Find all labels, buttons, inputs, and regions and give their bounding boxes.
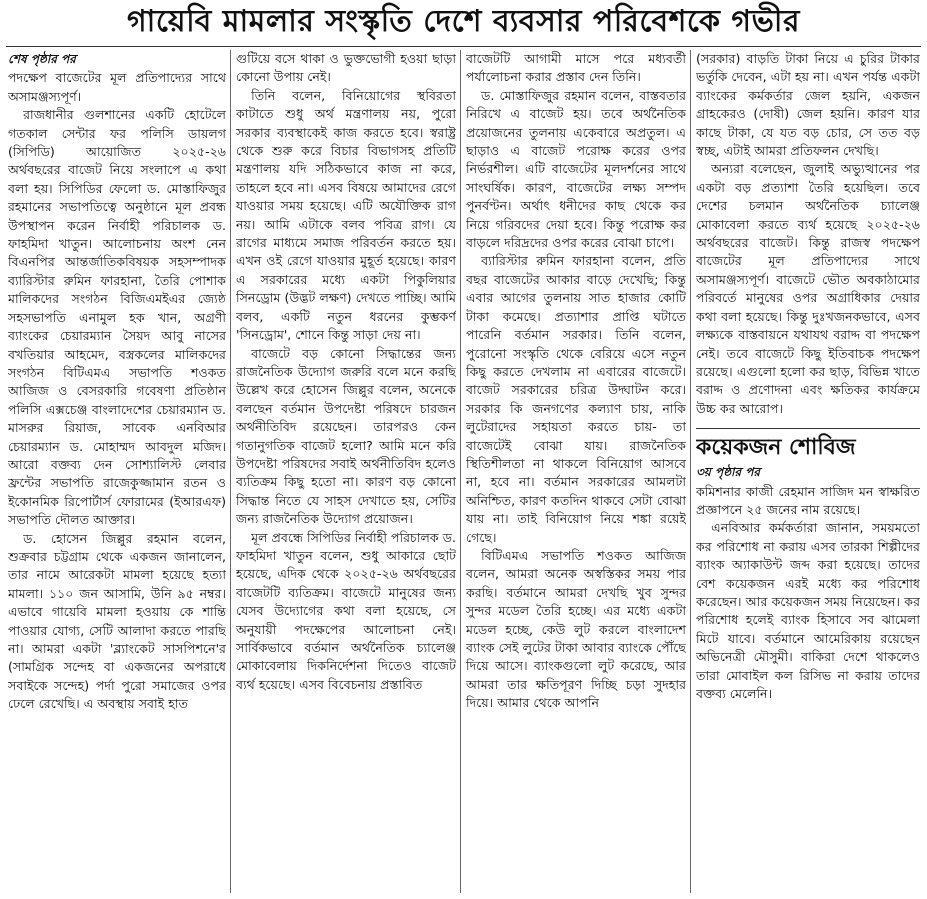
- column-4: [696, 50, 920, 893]
- paragraph: ড. হোসেন জিল্লুর রহমান বলেন, শুক্রবার চট্টগ্রাম থেকে একজন জানালেন, তার নামে আরেকটা মামলা হয়েছে হত্যা মামলা। ১১০ জন আসামি, উনি ৯৫ নম্বর। এভাবে গায়েবি মামলা হওয়ায় কে শান্তি পাওয়ার যোগ্য, সেটি আলাদা করতে পারছি না। আমরা একটা 'ব্ল্যাংকেট সাসপিশনে'র (সামগ্রিক সন্দেহ বা একজনের অপরাধে সবাইকে সন্দেহ) পর্দা পুরো সমাজের ওপর ঢেলে রেখেছি। এ অবস্থায় সবাই হাত: [8, 530, 226, 712]
- column-2: [236, 50, 456, 893]
- column-divider: [230, 50, 231, 893]
- paragraph: (সরকার) বাড়তি টাকা নিয়ে এ চুরির টাকার ভর্তুকি দেবেন, এটা হয় না। এখন পর্যন্ত একটা ব্যাংকের কর্মকর্তার জেল হয়নি, একজন গ্রাহকেরও (দোষী) জেল হয়নি। কারণ যার কাছে টাকা, যে যত বড় চোর, সে তত বড় স্বচ্ছ, এটাই আমরা প্রতিফলন দেখছি।: [696, 51, 920, 159]
- column-divider: [690, 50, 691, 893]
- paragraph: মূল প্রবন্ধে সিপিডির নির্বাহী পরিচালক ড. ফাহমিদা খাতুন বলেন, শুধু আকারে ছোট হয়েছে, এদিক থেকে ২০২৫-২৬ অর্থবছরের বাজেটটি ব্যতিক্রম। বাজেটে মানুষের জন্য যেসব উদ্যোগের কথা বলা হয়েছে, সে অনুযায়ী পদক্ষেপের আলোচনা নেই। সার্বিকভাবে বর্তমান অর্থনৈতিক চ্যালেঞ্জ মোকাবেলায় দিকনির্দেশনা দিতেও বাজেট ব্যর্থ হয়েছে। এসব বিবেচনায় প্রস্তাবিত: [236, 529, 456, 692]
- side-headline: কয়েকজন শোবিজ: [696, 428, 920, 463]
- paragraph: গুটিয়ে বসে থাকা ও ভুক্তভোগী হওয়া ছাড়া কোনো উপায় নেই।: [236, 51, 456, 85]
- paragraph: বাজেটে বড় কোনো সিদ্ধান্তের জন্য রাজনৈতিক উদ্যোগ জরুরি বলে মনে করছি উল্লেখ করে হোসেন জিল্লুর বলেন, অনেকে বলছেন বর্তমান উপদেষ্টা পরিষদে চারজন অর্থনীতিবিদ রয়েছেন। তারপরও কেন গতানুগতিক বাজেট হলো? আমি মনে করি উপদেষ্টা পরিষদের সবাই অর্থনীতিবিদ হলেও ব্যতিক্রম কিছু হতো না। কারণ বড় কোনো সিদ্ধান্ত নিতে যে সাহস দেখাতে হয়, সেটির জন্য রাজনৈতিক উদ্যোগ প্রয়োজন।: [236, 345, 456, 527]
- paragraph: ড. মোস্তাফিজুর রহমান বলেন, বাস্তবতার নিরিখে এ বাজেট হয়। তবে অর্থনৈতিক প্রয়োজনের তুলনায় একেবারে অপ্রতুল। এ ছাড়াও এ বাজেট পরোক্ষ করের ওপর নির্ভরশীল। এটি বাজেটের মূলদর্শনের সাথে সাংঘর্ষিক। কারণ, বাজেটের লক্ষ্য সম্পদ পুনর্বণ্টন। অর্থাৎ ধনীদের কাছ থেকে কর নিয়ে গরিবদের দেয়া হবে। কিন্তু পরোক্ষ কর বাড়লে দরিদ্রদের ওপর করের বোঝা চাপে।: [466, 87, 686, 251]
- paragraph: পদক্ষেপ বাজেটের মূল প্রতিপাদ্যের সাথে অসামঞ্জস্যপূর্ণ।: [8, 70, 226, 104]
- dateline: শেষ পৃষ্ঠার পর: [8, 52, 76, 66]
- side-dateline: ৩য় পৃষ্ঠার পর: [696, 465, 761, 480]
- paragraph: তিনি বলেন, বিনিয়োগের স্থবিরতা কাটাতে শুধু অর্থ মন্ত্রণালয় নয়, পুরো সরকার ব্যবস্থাকেই কাজ করতে হবে। স্বরাষ্ট্র থেকে শুরু করে বিচার বিভাগসহ প্রতিটি মন্ত্রণালয় যদি সঠিকভাবে কাজ না করে, তাহলে হবে না। এসব বিষয়ে আমাদের রেগে যাওয়ার সময় হয়েছে। এটি অযৌক্তিক রাগ নয়। আমি এটাকে বলব পবিত্র রাগ। যে রাগের মাধ্যমে সমাজ পরিবর্তন করতে হয়। এখন ওই রেগে যাওয়ার মুহূর্ত হয়েছে। কারণ এ সরকারের মধ্যে একটা পিকুলিয়ার সিনড্রোম (উদ্ভট লক্ষণ) দেখতে পাচ্ছি। আমি বলব, একটি নতুন ধরনের কুম্ভকর্ণ 'সিনড্রোম', শোনে কিন্তু সাড়া দেয় না।: [236, 87, 456, 343]
- paragraph: বাজেটটি আগামী মাসে পরে মধ্যবর্তী পর্যালোচনা করার প্রস্তাব দেন তিনি।: [466, 51, 686, 85]
- paragraph: ব্যারিস্টার রুমিন ফারহানা বলেন, প্রতি বছর বাজেটের আকার বাড়ে দেখেছি; কিন্তু এবার আগের তুলনায় সাত হাজার কোটি টাকা কমেছে। প্রত্যাশার প্রাপ্তি ঘটাতে পারেনি বর্তমান সরকার। তিনি বলেন, পুরোনো সংস্কৃতি থেকে বেরিয়ে এসে নতুন কিছু করতে দেখলাম না এবারের বাজেটে। বাজেট সরকারের চরিত্র উদ্ঘাটন করে। সরকার কি জনগণের কল্যাণ চায়, নাকি লুটেরাদের সহায়তা করতে চায়- তা বাজেটেই বোঝা যায়। রাজনৈতিক স্থিতিশীলতা না থাকলে বিনিয়োগ আসবে না, হবে না। বর্তমান সরকারের আমলটা অনিশ্চিত, কারণ কতদিন থাকবে সেটা বোঝা যায় না। তাই বিনিয়োগ নিয়ে শঙ্কা রয়েই গেছে।: [466, 253, 686, 545]
- column-3: [466, 50, 686, 893]
- paragraph: রাজধানীর গুলশানের একটি হোটেলে গতকাল সেন্টার ফর পলিসি ডায়লগ (সিপিডি) আয়োজিত ২০২৫-২৬ অর্থবছরের বাজেট নিয়ে সংলাপে এ কথা বলা হয়। সিপিডির ফেলো ড. মোস্তাফিজুর রহমানের সভাপতিত্বে অনুষ্ঠানে মূল প্রবন্ধ উপস্থাপন করেন নির্বাহী পরিচালক ড. ফাহমিদা খাতুন। আলোচনায় অংশ নেন বিএনপির আন্তর্জাতিকবিষয়ক সহসম্পাদক ব্যারিস্টার রুমিন ফারহানা, তৈরি পোশাক মালিকদের সংগঠন বিজিএমইএর জ্যেষ্ঠ সহসভাপতি এনামুল হক খান, অগ্রণী ব্যাংকের চেয়ারম্যান সৈয়দ আবু নাসের বখতিয়ার আহমেদ, বস্ত্রকলের মালিকদের সংগঠন বিটিএমএ সভাপতি শওকত আজিজ ও বেসরকারি গবেষণা প্রতিষ্ঠান পলিসি এক্সচেঞ্জ বাংলাদেশের চেয়ারম্যান ড. মাসরুর রিয়াজ, সাবেক এনবিআর চেয়ারম্যান ড. মোহাম্মদ আবদুল মজিদ। আরো বক্তব্য দেন সোশ্যালিস্ট লেবার ফ্রন্টের সভাপতি রাজেকুজ্জামান রতন ও ইকোনমিক রিপোর্টার্স ফোরামের (ইআরএফ) সভাপতি দৌলত আক্তার।: [8, 107, 226, 528]
- paragraph: বিটিএমএ সভাপতি শওকত আজিজ বলেন, আমরা অনেক অস্বস্তিকর সময় পার করছি। বর্তমানে আমরা দেখছি খুব সুন্দর সুন্দর মডেল তৈরি হচ্ছে। এর মধ্যে একটা মডেল হচ্ছে, কেউ লুট করলে বাংলাদেশ ব্যাংক সেই লুটের টাকা আবার ব্যাংকে পৌঁছে দিয়ে আসে। ব্যাংকগুলো লুট করেছে, আর আমরা তার ক্ষতিপূরণ দিচ্ছি চড়া সুদহার দিয়ে। আমার থেকে আপনি: [466, 547, 686, 711]
- paragraph: অন্যরা বলেছেন, জুলাই অভ্যুত্থানের পর একটা বড় প্রত্যাশা তৈরি হয়েছিল। তবে দেশের চলমান অর্থনৈতিক চ্যালেঞ্জ মোকাবেলা করতে ব্যর্থ হয়েছে ২০২৫-২৬ অর্থবছরের বাজেট। কিন্তু রাজস্ব পদক্ষেপ বাজেটের মূল প্রতিপাদ্যের সাথে অসামঞ্জস্যপূর্ণ। বাজেটে ভৌত অবকাঠামোর পরিবর্তে মানুষের ওপর অগ্রাধিকার দেয়ার কথা বলা হয়েছে। কিন্তু দুঃখজনকভাবে, এসব লক্ষ্যকে বাস্তবায়নে যথাযথ বরাদ্দ বা পদক্ষেপ নেই। তবে বাজেটে কিছু ইতিবাচক পদক্ষেপ রয়েছে। এগুলো হলো কর ছাড়, বিভিন্ন খাতে বরাদ্দ ও প্রণোদনা এবং ক্ষতিকর কার্যক্রমে উচ্চ কর আরোপ।: [696, 161, 920, 416]
- paragraph: কমিশনার কাজী রেহমান সাজিদ মন স্বাক্ষরিত প্রজ্ঞাপনে ২৫ জনের নাম রয়েছে।: [696, 483, 920, 517]
- column-1: [8, 50, 226, 893]
- headline-rule: [6, 46, 921, 47]
- paragraph: এনবিআর কর্মকর্তারা জানান, সময়মতো কর পরিশোধ না করায় এসব তারকা শিল্পীদের ব্যাংক অ্যাকাউন্ট জব্দ করা হয়েছে। তাদের বেশ কয়েকজন এরই মধ্যে কর পরিশোধ করেছেন। আর কয়েকজন সময় নিয়েছেন। কর পরিশোধ হলেই ব্যাংক হিসাবে সব ঝামেলা মিটে যাবে। বর্তমানে আমেরিকায় রয়েছেন অভিনেত্রী মৌসুমী। বাকিরা দেশে থাকলেও তারা মোবাইল কল রিসিভ না করায় তাদের বক্তব্য মেলেনি।: [696, 520, 920, 701]
- headline: গায়েবি মামলার সংস্কৃতি দেশে ব্যবসার পরিবেশকে গভীর: [127, 4, 800, 39]
- column-divider: [460, 50, 461, 893]
